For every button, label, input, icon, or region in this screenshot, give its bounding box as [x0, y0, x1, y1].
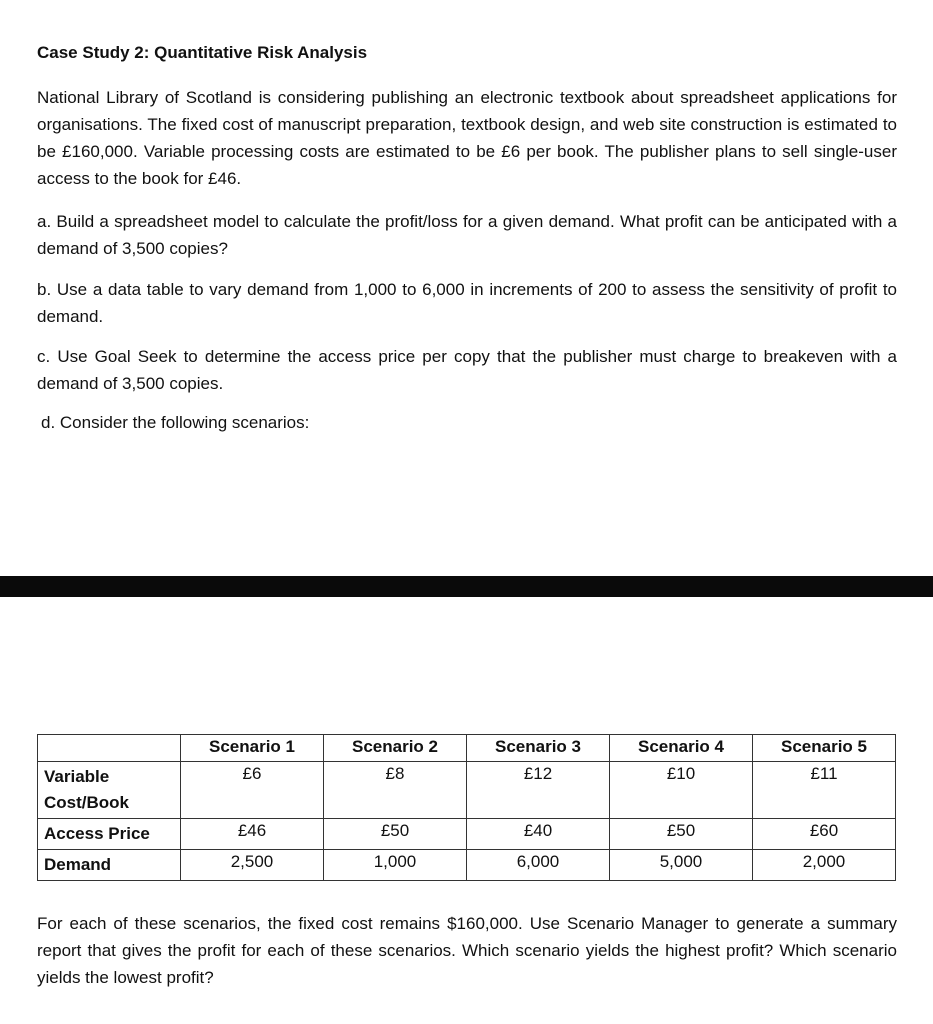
table-cell: £40: [467, 819, 610, 850]
table-header-cell: Scenario 1: [181, 735, 324, 762]
scenario-table: [37, 734, 896, 881]
table-cell: 6,000: [467, 850, 610, 881]
table-cell: 5,000: [610, 850, 753, 881]
table-cell: £60: [753, 819, 896, 850]
table-row: [38, 762, 896, 819]
table-cell: 1,000: [324, 850, 467, 881]
row-label: Demand: [38, 850, 181, 881]
table-cell: 2,500: [181, 850, 324, 881]
redaction-bar: [0, 576, 933, 597]
table-cell: £8: [324, 762, 467, 819]
table-cell: £11: [753, 762, 896, 819]
table-row: [38, 819, 896, 850]
row-label: Variable Cost/Book: [38, 762, 181, 819]
question-a: a. Build a spreadsheet model to calculate the profit/loss for a given demand. What profit can be anticipated with a demand of 3,500 copies?: [37, 212, 897, 258]
table-header-cell: Scenario 4: [610, 735, 753, 762]
table-cell: 2,000: [753, 850, 896, 881]
table-corner-cell: [38, 735, 181, 762]
footer-paragraph: For each of these scenarios, the fixed cost remains $160,000. Use Scenario Manager to generate a summary report that gives the profit for each of these scenarios. Which scenario yields the highest profit? Which scenario yields the lowest profit?: [37, 914, 897, 987]
table-row: [38, 850, 896, 881]
intro-paragraph: National Library of Scotland is considering publishing an electronic textbook about spreadsheet applications for organisations. The fixed cost of manuscript preparation, textbook design, and web site construction is estimated to be £160,000. Variable processing costs are estimated to be £6 per book. The publisher plans to sell single-user access to the book for £46.: [37, 88, 897, 188]
table-cell: £10: [610, 762, 753, 819]
table-header-cell: Scenario 5: [753, 735, 896, 762]
table-header-cell: Scenario 2: [324, 735, 467, 762]
table-cell: £6: [181, 762, 324, 819]
table-cell: £46: [181, 819, 324, 850]
table-cell: £12: [467, 762, 610, 819]
case-study-title: Case Study 2: Quantitative Risk Analysis: [37, 43, 368, 62]
table-header-row: [38, 735, 896, 762]
question-d: d. Consider the following scenarios:: [41, 413, 310, 432]
question-b: b. Use a data table to vary demand from 1,000 to 6,000 in increments of 200 to assess the sensitivity of profit to demand.: [37, 280, 897, 326]
question-c: c. Use Goal Seek to determine the access price per copy that the publisher must charge to breakeven with a demand of 3,500 copies.: [37, 347, 897, 393]
table-cell: £50: [324, 819, 467, 850]
table-cell: £50: [610, 819, 753, 850]
table-header-cell: Scenario 3: [467, 735, 610, 762]
row-label: Access Price: [38, 819, 181, 850]
